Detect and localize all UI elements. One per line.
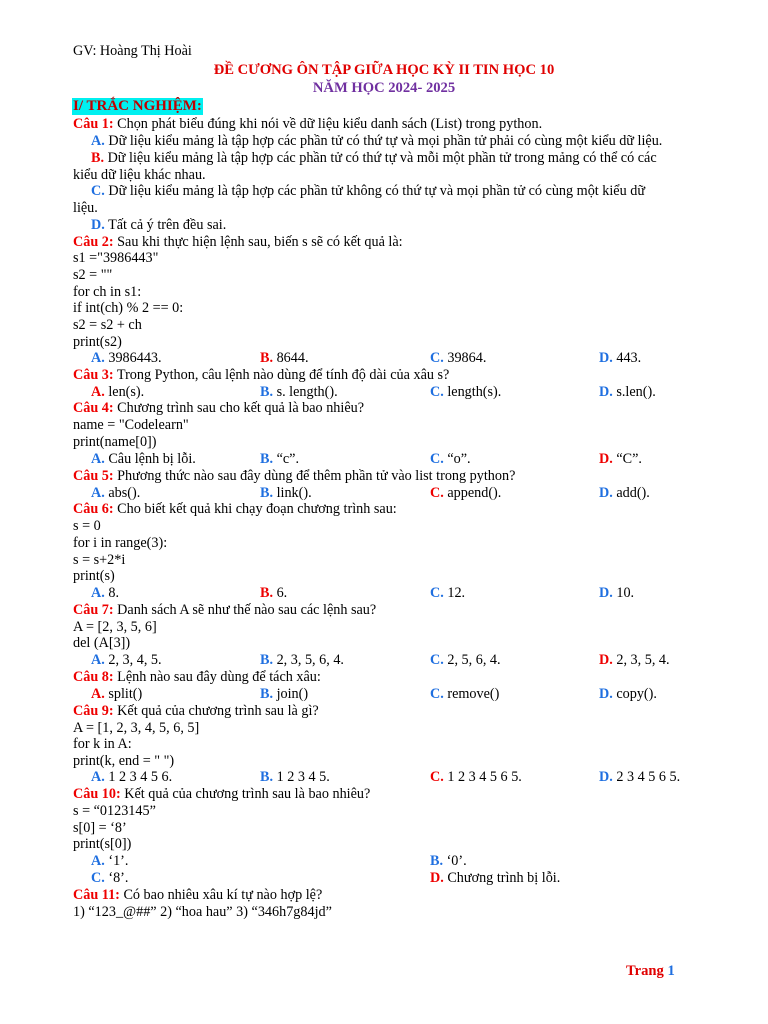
q5-options: A. abs(). B. link(). C. append(). D. add().: [91, 485, 650, 501]
code-line: for i in range(3):: [73, 535, 168, 551]
q1-option-b-cont: kiểu dữ liệu khác nhau.: [73, 167, 206, 183]
title-line-2: [0, 80, 768, 97]
q10-options-ab: A. ‘1’. B. ‘0’.: [91, 853, 467, 869]
code-line: s = s+2*i: [73, 552, 126, 568]
q9-options: A. 1 2 3 4 5 6. B. 1 2 3 4 5. C. 1 2 3 4 5 6 5. D. 2 3 4 5 6 5.: [91, 769, 681, 785]
question-2: Câu 2: Sau khi thực hiện lệnh sau, biến s sẽ có kết quả là:: [73, 234, 403, 250]
q1-option-a: A. Dữ liệu kiểu mảng là tập hợp các phần tử có thứ tự và mọi phần tử phải có cùng một kiểu dữ liệu.: [91, 133, 663, 149]
code-line: print(s2): [73, 334, 122, 350]
code-line: s = “0123145”: [73, 803, 156, 819]
question-8: Câu 8: Lệnh nào sau đây dùng để tách xâu:: [73, 669, 321, 685]
q2-options: A. 3986443. B. 8644. C. 39864. D. 443.: [91, 350, 642, 366]
question-1: [0, 116, 768, 133]
code-line: for ch in s1:: [73, 284, 142, 300]
section-heading: I/ TRẮC NGHIỆM:: [73, 98, 202, 114]
teacher-name: GV: Hoàng Thị Hoài: [73, 43, 192, 59]
code-line: print(name[0]): [73, 434, 157, 450]
school-year: NĂM HỌC 2024- 2025: [312, 80, 456, 96]
question-7: Câu 7: Danh sách A sẽ như thế nào sau các lệnh sau?: [73, 602, 377, 618]
code-line: A = [2, 3, 5, 6]: [73, 619, 157, 635]
q11-items: 1) “123_@##” 2) “hoa hau” 3) “346h7g84jd”: [73, 904, 332, 920]
q1-text: Chọn phát biểu đúng khi nói về dữ liệu kiểu danh sách (List) trong python.: [113, 116, 543, 132]
code-line: name = "Codelearn": [73, 417, 189, 433]
q8-options: A. split() B. join() C. remove() D. copy().: [91, 686, 657, 702]
question-3: Câu 3: Trong Python, câu lệnh nào dùng để tính độ dài của xâu s?: [73, 367, 450, 383]
code-line: print(s[0]): [73, 836, 132, 852]
code-line: print(k, end = " "): [73, 753, 175, 769]
q3-options: A. len(s). B. s. length(). C. length(s). D. s.len().: [91, 384, 656, 400]
code-line: s[0] = ‘8’: [73, 820, 127, 836]
q1-option-c-cont: liệu.: [73, 200, 98, 216]
code-line: s1 ="3986443": [73, 250, 159, 266]
question-4: Câu 4: Chương trình sau cho kết quả là bao nhiêu?: [73, 400, 365, 416]
code-line: print(s): [73, 568, 115, 584]
page-number: Trang 1: [626, 963, 675, 979]
teacher-line: [0, 43, 768, 60]
title-line-1: [0, 62, 768, 79]
q1-option-c: C. Dữ liệu kiểu mảng là tập hợp các phần tử không có thứ tự và mọi phần tử có cùng một kiểu dữ: [91, 183, 646, 199]
code-line: s2 = s2 + ch: [73, 317, 142, 333]
document-title: ĐỀ CƯƠNG ÔN TẬP GIỮA HỌC KỲ II TIN HỌC 10: [213, 62, 555, 78]
code-line: s = 0: [73, 518, 101, 534]
q1-label: Câu 1:: [73, 116, 114, 132]
q6-options: A. 8. B. 6. C. 12. D. 10.: [91, 585, 635, 601]
question-11: Câu 11: Có bao nhiêu xâu kí tự nào hợp lệ?: [73, 887, 323, 903]
q10-options-cd: C. ‘8’. D. Chương trình bị lỗi.: [91, 870, 561, 886]
q7-options: A. 2, 3, 4, 5. B. 2, 3, 5, 6, 4. C. 2, 5, 6, 4. D. 2, 3, 5, 4.: [91, 652, 670, 668]
code-line: s2 = "": [73, 267, 113, 283]
question-5: Câu 5: Phương thức nào sau đây dùng để thêm phần tử vào list trong python?: [73, 468, 516, 484]
q1-option-d: D. Tất cả ý trên đều sai.: [91, 217, 227, 233]
question-9: Câu 9: Kết quả của chương trình sau là gì?: [73, 703, 319, 719]
question-6: Câu 6: Cho biết kết quả khi chạy đoạn chương trình sau:: [73, 501, 397, 517]
section-heading-line: [0, 98, 768, 115]
code-line: A = [1, 2, 3, 4, 5, 6, 5]: [73, 720, 200, 736]
q4-options: A. Câu lệnh bị lỗi. B. “c”. C. “o”. D. “C”.: [91, 451, 642, 467]
code-line: if int(ch) % 2 == 0:: [73, 300, 184, 316]
code-line: for k in A:: [73, 736, 132, 752]
q1-option-b: B. Dữ liệu kiểu mảng là tập hợp các phần tử có thứ tự và mỗi một phần tử trong mảng có thể có các: [91, 150, 657, 166]
question-10: Câu 10: Kết quả của chương trình sau là bao nhiêu?: [73, 786, 371, 802]
code-line: del (A[3]): [73, 635, 131, 651]
